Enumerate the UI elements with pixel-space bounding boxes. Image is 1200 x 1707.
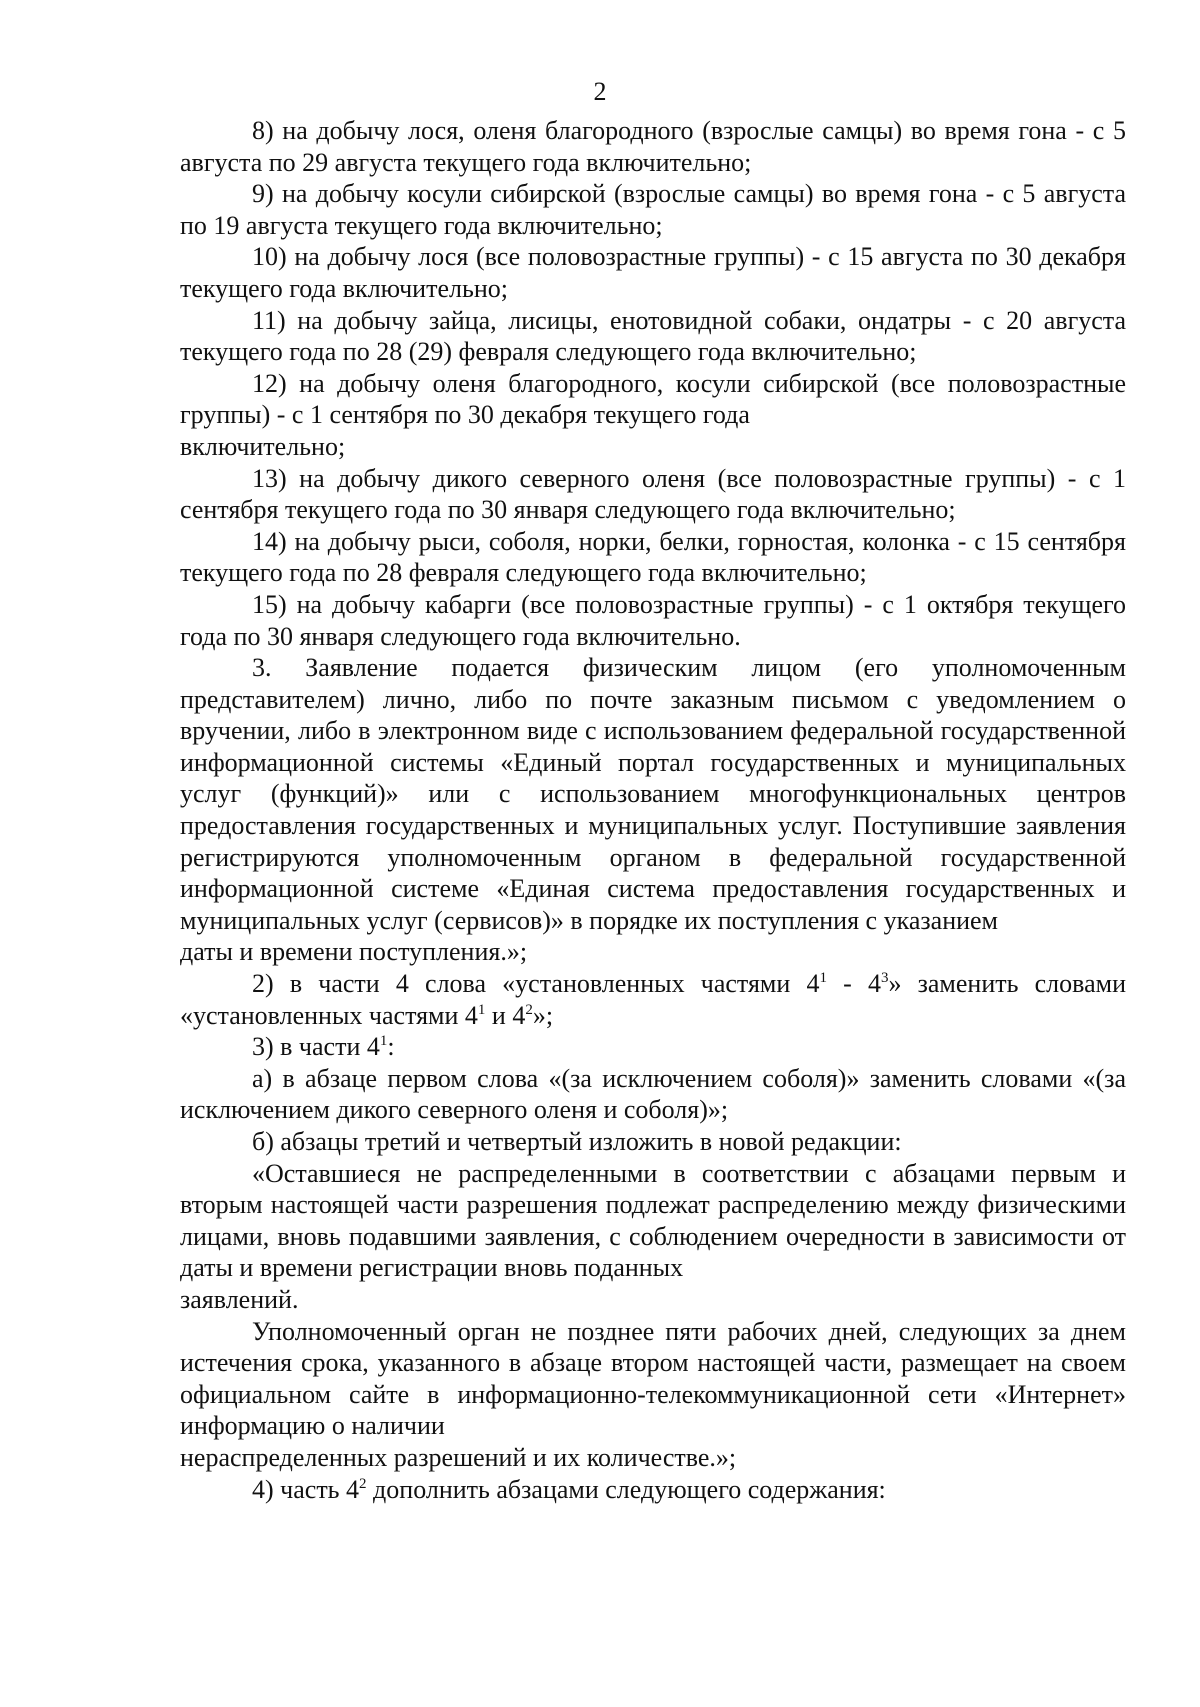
paragraph: 11) на добычу зайца, лисицы, енотовидной собаки, ондатры - с 20 августа текущего года по 28 (29) февраля следующего года включительно; xyxy=(180,305,1126,367)
text-run: »; xyxy=(532,1000,554,1030)
paragraph: Уполномоченный орган не позднее пяти рабочих дней, следующих за днем истечения срока, указанного в абзаце втором настоящей части, размещает на своем официальном сайте в информационно-телекоммуникационной сети «Интернет» информацию о наличии нераспределенных разрешений и их количестве.»; xyxy=(180,1316,1126,1472)
text-run: - 4 xyxy=(826,969,881,999)
text-run: 2) в части 4 слова «установленных частями 4 xyxy=(252,969,820,999)
superscript: 1 xyxy=(477,1001,486,1018)
text-run: и 4 xyxy=(485,1000,526,1030)
superscript: 1 xyxy=(379,1033,388,1050)
paragraph: 15) на добычу кабарги (все половозрастные группы) - с 1 октября текущего года по 30 января следующего года включительно. xyxy=(180,589,1126,651)
paragraph: 10) на добычу лося (все половозрастные группы) - с 15 августа по 30 декабря текущего года включительно; xyxy=(180,242,1126,303)
superscript: 3 xyxy=(880,970,889,987)
text-run: 4) часть 4 xyxy=(252,1474,360,1504)
page-number: 2 xyxy=(593,77,607,106)
paragraph: а) в абзаце первом слова «(за исключением соболя)» заменить словами «(за исключением дикого северного оленя и соболя)»; xyxy=(180,1063,1126,1125)
paragraph: 13) на добычу дикого северного оленя (все половозрастные группы) - с 1 сентября текущего года по 30 января следующего года включительно; xyxy=(180,463,1126,525)
paragraph xyxy=(180,1474,1126,1506)
text-run: : xyxy=(387,1032,395,1062)
paragraph: «Оставшиеся не распределенными в соответствии с абзацами первым и вторым настоящей части разрешения подлежат распределению между физическими лицами, вновь подавшими заявления, с соблюдением очередности в зависимости от даты и времени регистрации вновь поданных заявлений. xyxy=(180,1158,1126,1314)
document-body xyxy=(180,115,1126,1505)
paragraph xyxy=(180,968,1126,1031)
paragraph xyxy=(180,1031,1126,1063)
paragraph: б) абзацы третий и четвертый изложить в новой редакции: xyxy=(252,1127,902,1156)
paragraph: 8) на добычу лося, оленя благородного (взрослые самцы) во время гона - с 5 августа по 29 августа текущего года включительно; xyxy=(180,116,1126,177)
superscript: 1 xyxy=(819,970,827,987)
paragraph: 9) на добычу косули сибирской (взрослые самцы) во время гона - с 5 августа по 19 августа текущего года включительно; xyxy=(180,179,1126,240)
text-run: » заменить словами «установленных частями 4 xyxy=(180,969,1126,1030)
superscript: 2 xyxy=(525,1001,533,1018)
paragraph: 14) на добычу рыси, соболя, норки, белки, горностая, колонка - с 15 сентября текущего года по 28 февраля следующего года включительно; xyxy=(180,526,1126,588)
paragraph: 3. Заявление подается физическим лицом (его уполномоченным представителем) лично, либо по почте заказным письмом с уведомлением о вручении, либо в электронном виде с использованием федеральной государственной информационной системы «Единый портал государственных и муниципальных услуг (функций)» или с использованием многофункциональных центров предоставления государственных и муниципальных услуг. Поступившие заявления регистрируются уполномоченным органом в федеральной государственной информационной системе «Единая система предоставления государственных и муниципальных услуг (сервисов)» в порядке их поступления с указанием даты и времени поступления.»; xyxy=(180,653,1126,967)
superscript: 2 xyxy=(359,1475,367,1492)
text-run: дополнить абзацами следующего содержания: xyxy=(366,1474,886,1504)
text-run: 3) в части 4 xyxy=(252,1032,380,1062)
paragraph: 12) на добычу оленя благородного, косули сибирской (все половозрастные группы) - с 1 сентября по 30 декабря текущего года включительно; xyxy=(180,368,1126,461)
